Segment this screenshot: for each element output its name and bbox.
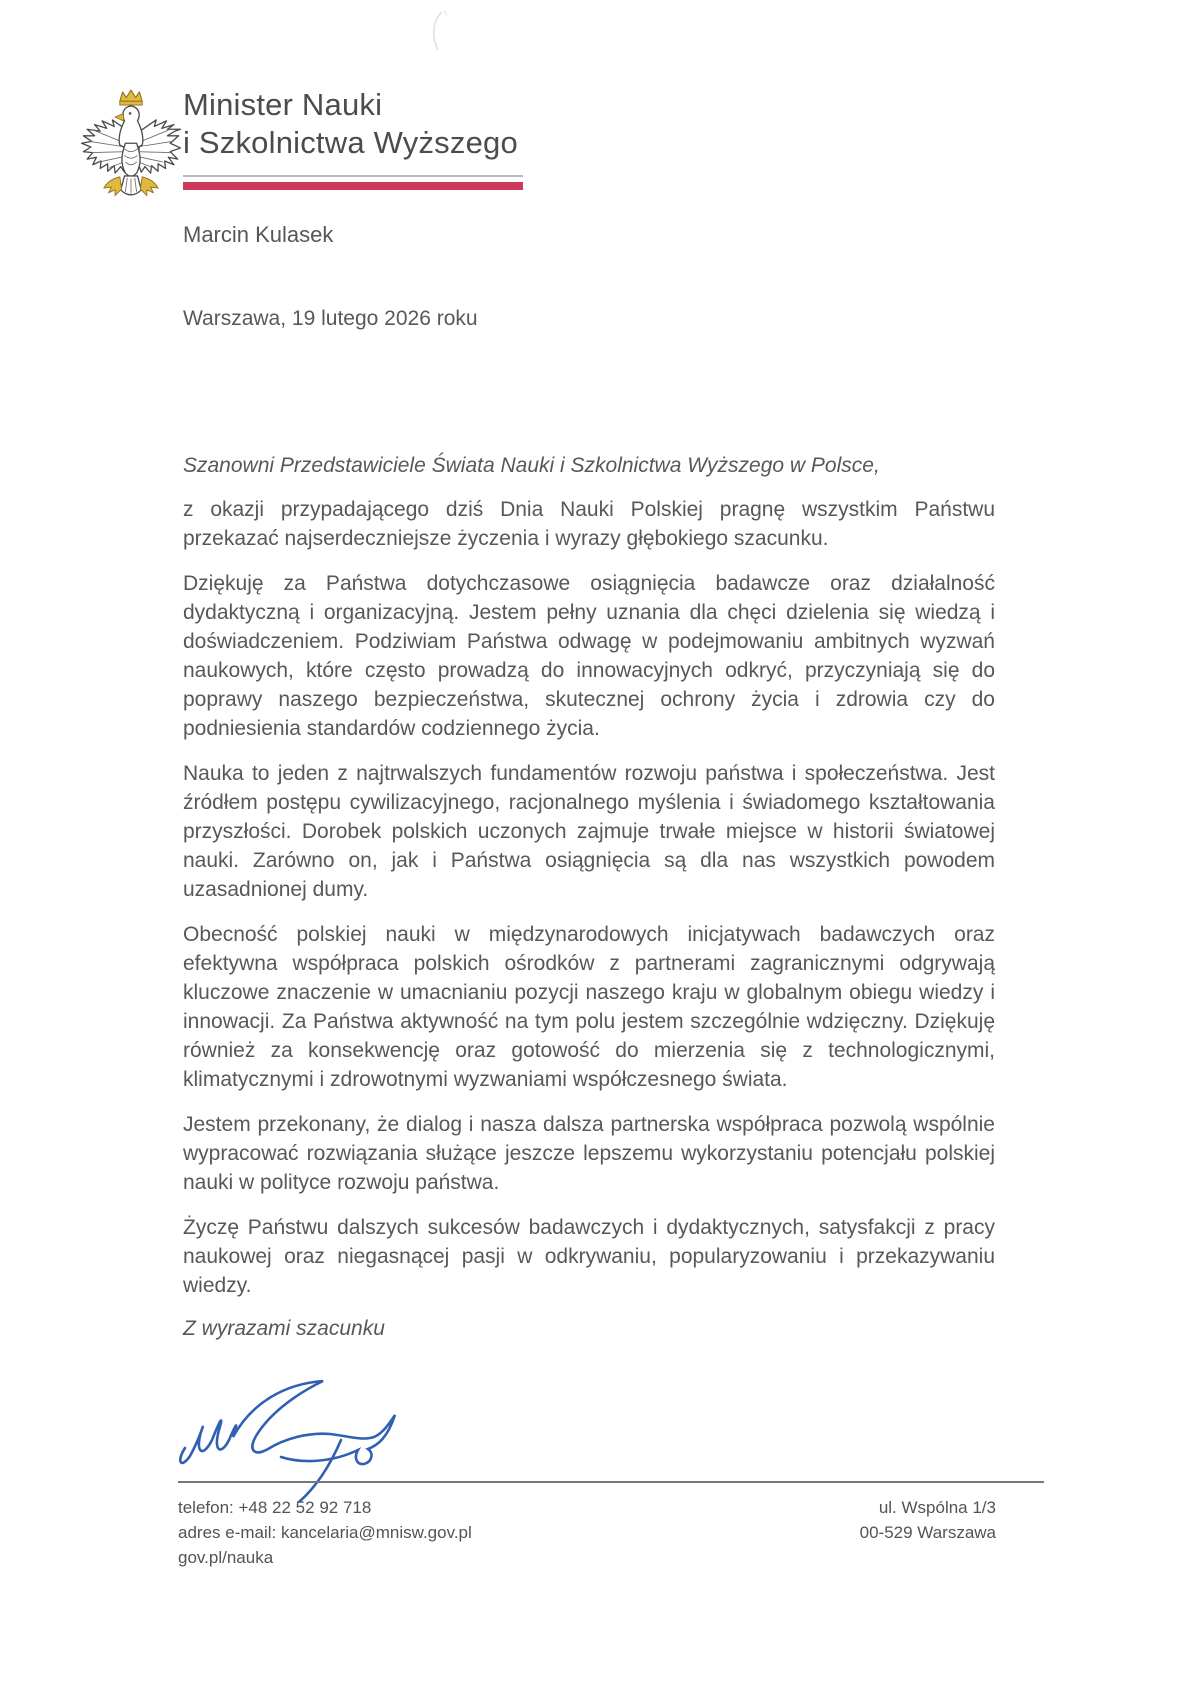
ministry-title — [183, 86, 995, 162]
paragraph-6: Życzę Państwu dalszych sukcesów badawczych i dydaktycznych, satysfakcji z pracy naukowej oraz niegasnącej pasji w odkrywaniu, popularyzowaniu i przekazywaniu wiedzy. — [183, 1216, 995, 1297]
footer-email: adres e-mail: kancelaria@mnisw.gov.pl — [178, 1523, 472, 1542]
footer-address-line2: 00-529 Warszawa — [859, 1523, 996, 1542]
paragraph-1: z okazji przypadającego dziś Dnia Nauki Polskiej pragnę wszystkim Państwu przekazać najserdeczniejsze życzenia i wyrazy głębokiego szacunku. — [183, 498, 995, 550]
footer-address-block — [860, 1495, 1044, 1570]
flag-divider-white-stripe — [183, 175, 523, 177]
dateline: Warszawa, 19 lutego 2026 roku — [183, 307, 478, 330]
ministry-title-line1: Minister Nauki — [183, 87, 383, 122]
footer-phone: telefon: +48 22 52 92 718 — [178, 1498, 372, 1517]
scan-artifact — [420, 6, 460, 56]
polish-eagle-emblem — [75, 88, 187, 206]
signature-marcin-kulasek — [171, 1352, 431, 1502]
letterhead — [75, 86, 995, 248]
footer-contact-block — [178, 1495, 472, 1570]
flag-divider-red-stripe — [183, 182, 523, 190]
paragraph-3: Nauka to jeden z najtrwalszych fundamentów rozwoju państwa i społeczeństwa. Jest źródłem postępu cywilizacyjnego, racjonalnego myślenia i świadomego kształtowania przyszłości. Dorobek polskich uczonych zajmuje trwałe miejsce w historii światowej nauki. Zarówno on, jak i Państwa osiągnięcia są dla nas wszystkich powodem uzasadnionej dumy. — [183, 762, 995, 901]
closing-salutation: Z wyrazami szacunku — [183, 1317, 385, 1340]
paragraph-2: Dziękuję za Państwa dotychczasowe osiągnięcia badawcze oraz działalność dydaktyczną i organizacyjną. Jestem pełny uznania dla chęci dzielenia się wiedzą i doświadczeniem. Podziwiam Państwa odwagę w podejmowaniu ambitnych wyzwań naukowych, które często prowadzą do innowacyjnych odkryć, przyczyniają się do poprawy naszego bezpieczeństwa, skutecznej ochrony życia i zdrowia czy do podniesienia standardów codziennego życia. — [183, 572, 995, 740]
paragraph-5: Jestem przekonany, że dialog i nasza dalsza partnerska współpraca pozwolą wspólnie wypracować rozwiązania służące jeszcze lepszemu wykorzystaniu potencjału polskiej nauki w polityce rozwoju państwa. — [183, 1113, 995, 1194]
minister-name: Marcin Kulasek — [183, 222, 334, 247]
footer-website: gov.pl/nauka — [178, 1548, 274, 1567]
footer-address-line1: ul. Wspólna 1/3 — [878, 1498, 996, 1517]
flag-divider — [183, 175, 523, 190]
paragraph-4: Obecność polskiej nauki w międzynarodowych inicjatywach badawczych oraz efektywna współpraca polskich ośrodków z partnerami zagranicznymi odgrywają kluczowe znaczenie w umacnianiu pozycji naszego kraju w globalnym obiegu wiedzy i innowacji. Za Państwa aktywność na tym polu jestem szczególnie wdzięczny. Dziękuję również za konsekwencję oraz gotowość do mierzenia się z technologicznymi, klimatycznymi i zdrowotnymi wyzwaniami współczesnego świata. — [183, 923, 995, 1091]
ministry-title-line2: i Szkolnictwa Wyższego — [183, 125, 518, 160]
footer — [178, 1481, 1044, 1570]
letter-body — [183, 306, 995, 1502]
salutation: Szanowni Przedstawiciele Świata Nauki i Szkolnictwa Wyższego w Polsce, — [183, 454, 880, 477]
footer-divider — [178, 1481, 1044, 1483]
